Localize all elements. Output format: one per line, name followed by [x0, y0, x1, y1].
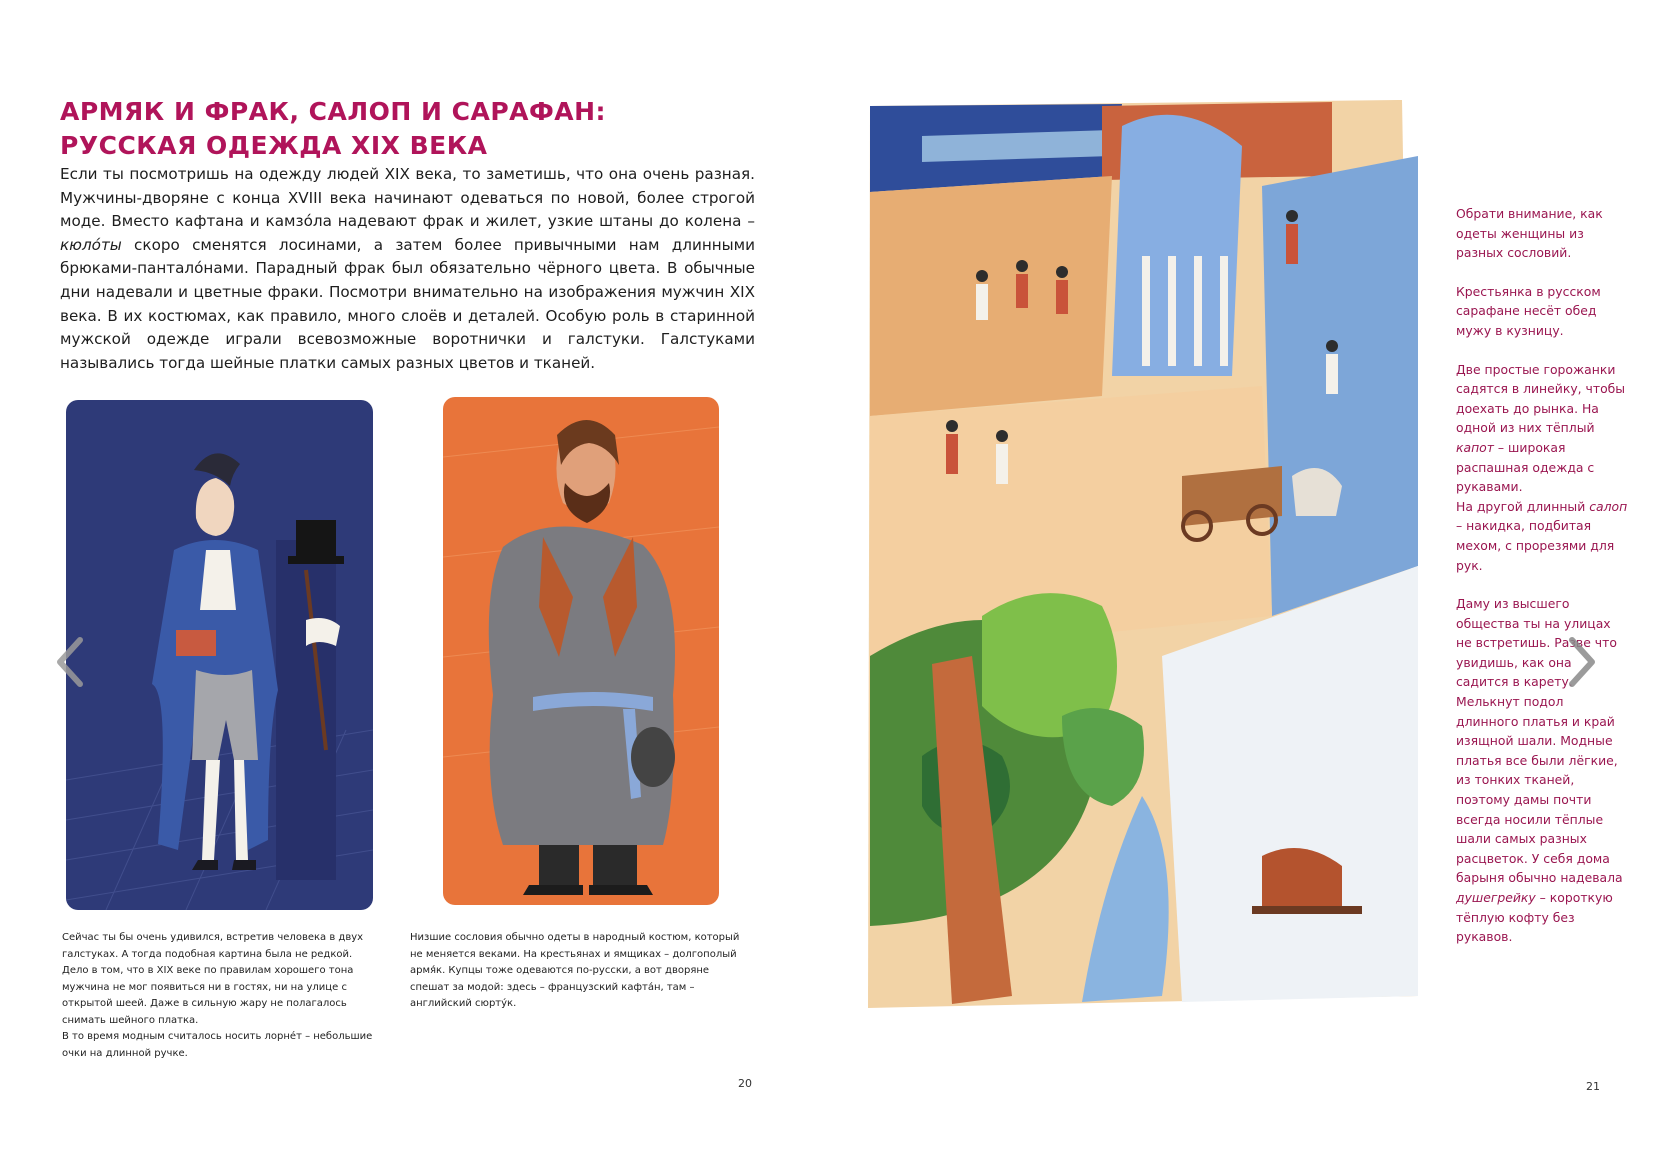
sidebar-note-1: Обрати внимание, как одеты женщины из разных сословий. — [1456, 206, 1603, 261]
chevron-left-icon — [52, 634, 88, 690]
intro-paragraph — [60, 163, 755, 375]
title-line-1: АРМЯК И ФРАК, САЛОП И САРАФАН: — [60, 97, 607, 126]
left-page — [0, 0, 800, 1172]
intro-term-culottes: кюлóты — [60, 235, 122, 254]
nobleman-illustration — [66, 400, 373, 910]
sidebar-note-3-text-d: – накидка, подбитая мехом, с прорезями для рук. — [1456, 518, 1615, 573]
sidebar-note-4-text-a: Даму из высшего общества ты на улицах не встретишь. Разве что увидишь, как она садится в карету. Мелькнут подол длинного платья и край изящной шали. Модные платья все были лёгкие, из тонких тканей, поэтому дамы почти всегда носили тёплые шали самых разных расцветок. У себя дома барыня обычно надевала — [1456, 596, 1623, 886]
caption-nobleman — [62, 930, 380, 1062]
chevron-right-icon — [1564, 634, 1600, 690]
intro-text-1: Если ты посмотришь на одежду людей XIX века, то заметишь, что она очень разная. Мужчины-дворяне с конца XVIII века начинают одеваться по новой, более строгой моде. Вместо кафтана и камзóла надевают фрак и жилет, узкие штаны до колена – — [60, 165, 755, 231]
caption-peasant — [410, 930, 750, 1013]
sidebar-term-salop: салоп — [1589, 498, 1628, 514]
sidebar-term-dushegreyka: душегрейку — [1456, 890, 1536, 905]
sidebar-note-2: Крестьянка в русском сарафане несёт обед мужу в кузницу. — [1456, 283, 1601, 338]
title-line-2: РУССКАЯ ОДЕЖДА XIX ВЕКА — [60, 131, 488, 160]
sidebar-notes — [1456, 204, 1628, 947]
page-number-right: 21 — [1586, 1080, 1600, 1093]
sidebar-note-3-text-a: Две простые горожанки садятся в линейку, чтобы доехать до рынка. На одной из них тёплый — [1456, 361, 1626, 436]
sidebar-note-3-text-b: – широкая распашная одежда с рукавами. — [1456, 439, 1595, 495]
page-number-left: 20 — [738, 1077, 752, 1090]
sidebar-note-3 — [1456, 360, 1628, 576]
sidebar-note-3-text-c: На другой длинный — [1456, 498, 1590, 514]
prev-page-button[interactable] — [52, 634, 88, 690]
intro-text-2: скоро сменятся лосинами, а затем более привычными нам длинными брюками-панталóнами. Парадный фрак был обязательно чёрного цвета. В обычные дни надевали и цветные фраки. Посмотри внимательно на изображения мужчин XIX века. В их костюмах, как правило, много слоёв и деталей. Особую роль в старинной мужской одежде играли всевозможные воротнички и галстуки. Галстуками назывались тогда шейные платки самых разных цветов и тканей. — [60, 235, 755, 372]
sidebar-note-4 — [1456, 594, 1628, 947]
page-title — [60, 95, 760, 163]
caption-nobleman-p1: Сейчас ты бы очень удивился, встретив человека в двух галстуках. А тогда подобная картина была не редкой. Дело в том, что в XIX веке по правилам хорошего тона мужчина не мог появиться ни в гостях, ни на улице с открытой шеей. Даже в сильную жару не полагалось снимать шейного платка. — [62, 932, 364, 1026]
next-page-button[interactable] — [1564, 634, 1600, 690]
street-scene-illustration — [862, 96, 1427, 1014]
caption-nobleman-p2: В то время модным считалось носить лорнéт – небольшие очки на длинной ручке. — [62, 1031, 373, 1059]
peasant-illustration — [443, 397, 719, 905]
sidebar-term-kapot: капот — [1456, 439, 1494, 455]
sidebar-note-4-text-b: – короткую тёплую кофту без рукавов. — [1456, 890, 1613, 945]
caption-peasant-p1: Низшие сословия обычно одеты в народный костюм, который не меняется веками. На крестьянах и ямщиках – долгополый армя́к. Купцы тоже одеваются по-русски, а вот дворяне спешат за модой: здесь – французский кафта́н, там – английский сюрту́к. — [410, 932, 740, 1009]
